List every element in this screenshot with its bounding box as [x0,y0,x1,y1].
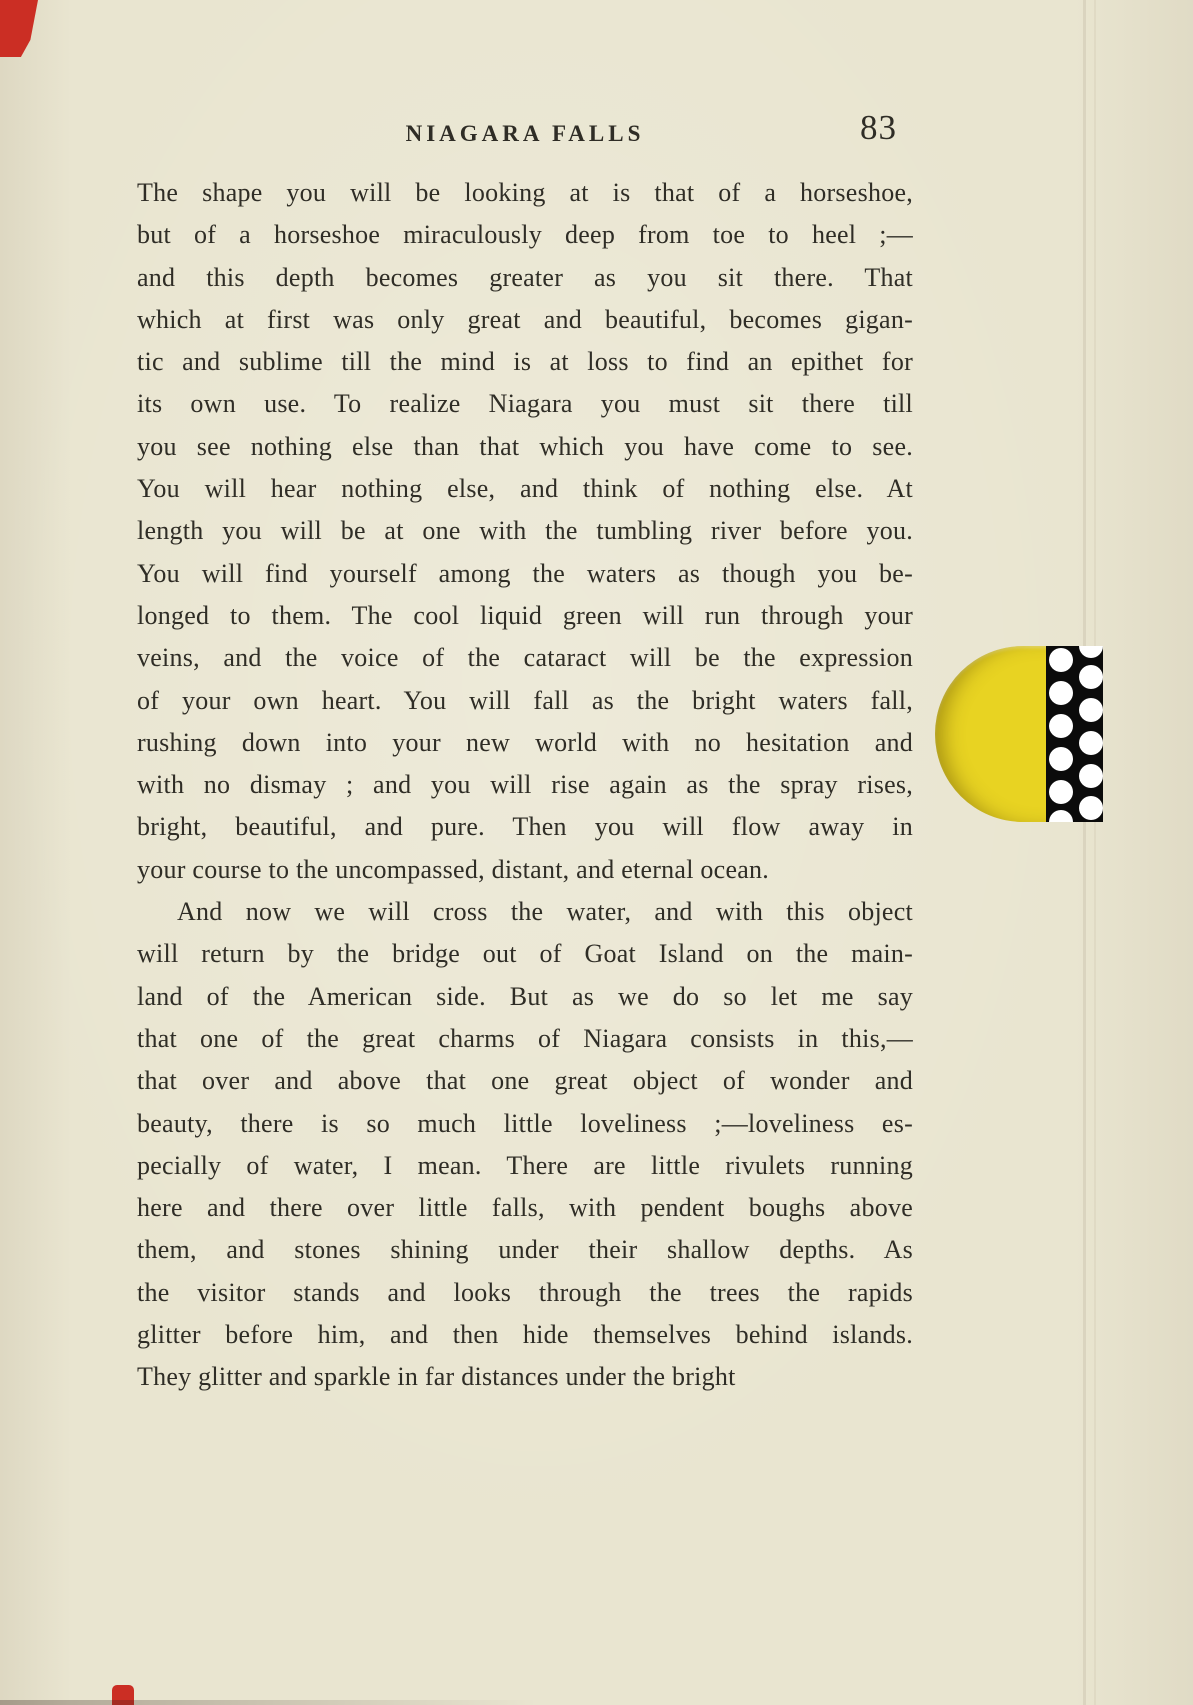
text-line: them, and stones shining under their shallow depths. As [137,1235,913,1265]
yellow-bookmark-tab [935,646,1103,822]
text-line: bright, beautiful, and pure. Then you will flow away in [137,812,913,842]
text-line: your course to the uncompassed, distant, and eternal ocean. [137,854,770,884]
running-title: NIAGARA FALLS [405,121,645,146]
text-line: with no dismay ; and you will rise again as the spray rises, [137,770,913,800]
text-line: veins, and the voice of the cataract will be the expression [137,643,913,673]
polka-dot-pattern-icon [1046,646,1103,822]
bottom-edge-shadow [0,1700,1193,1705]
red-scan-mark-top-left [0,0,38,57]
text-line: the visitor stands and looks through the trees the rapids [137,1277,913,1307]
text-line: And now we will cross the water, and with this object [177,897,913,927]
paragraph [137,891,913,1399]
text-line: which at first was only great and beautiful, becomes gigan- [137,304,913,334]
text-line: length you will be at one with the tumbling river before you. [137,516,913,546]
text-line: rushing down into your new world with no hesitation and [137,727,913,757]
text-line: You will hear nothing else, and think of nothing else. At [137,474,913,504]
text-line: land of the American side. But as we do so let me say [137,981,913,1011]
text-line: You will find yourself among the waters as though you be- [137,558,913,588]
text-line: tic and sublime till the mind is at loss to find an epithet for [137,347,913,377]
text-line: will return by the bridge out of Goat Island on the main- [137,939,913,969]
text-line: but of a horseshoe miraculously deep from toe to heel ;— [137,220,913,250]
text-line: of your own heart. You will fall as the bright waters fall, [137,685,913,715]
text-line: that over and above that one great object of wonder and [137,1066,913,1096]
text-line: here and there over little falls, with pendent boughs above [137,1193,913,1223]
text-line: longed to them. The cool liquid green will run through your [137,600,913,630]
text-line: and this depth becomes greater as you sit there. That [137,262,913,292]
text-line: glitter before him, and then hide themselves behind islands. [137,1320,913,1350]
page-edge-line [1083,0,1086,1705]
page-edge-line [1094,0,1096,1705]
text-line: that one of the great charms of Niagara consists in this,— [137,1023,913,1053]
text-line: They glitter and sparkle in far distances under the bright [137,1362,736,1392]
text-line: pecially of water, I mean. There are little rivulets running [137,1150,913,1180]
text-line: its own use. To realize Niagara you must sit there till [137,389,913,419]
body-text [137,172,913,1399]
page-number: 83 [860,108,897,147]
text-line: you see nothing else than that which you have come to see. [137,431,913,461]
paragraph [137,172,913,891]
text-line: The shape you will be looking at is that of a horseshoe, [137,178,913,207]
text-line: beauty, there is so much little loveliness ;—loveliness es- [137,1108,913,1138]
